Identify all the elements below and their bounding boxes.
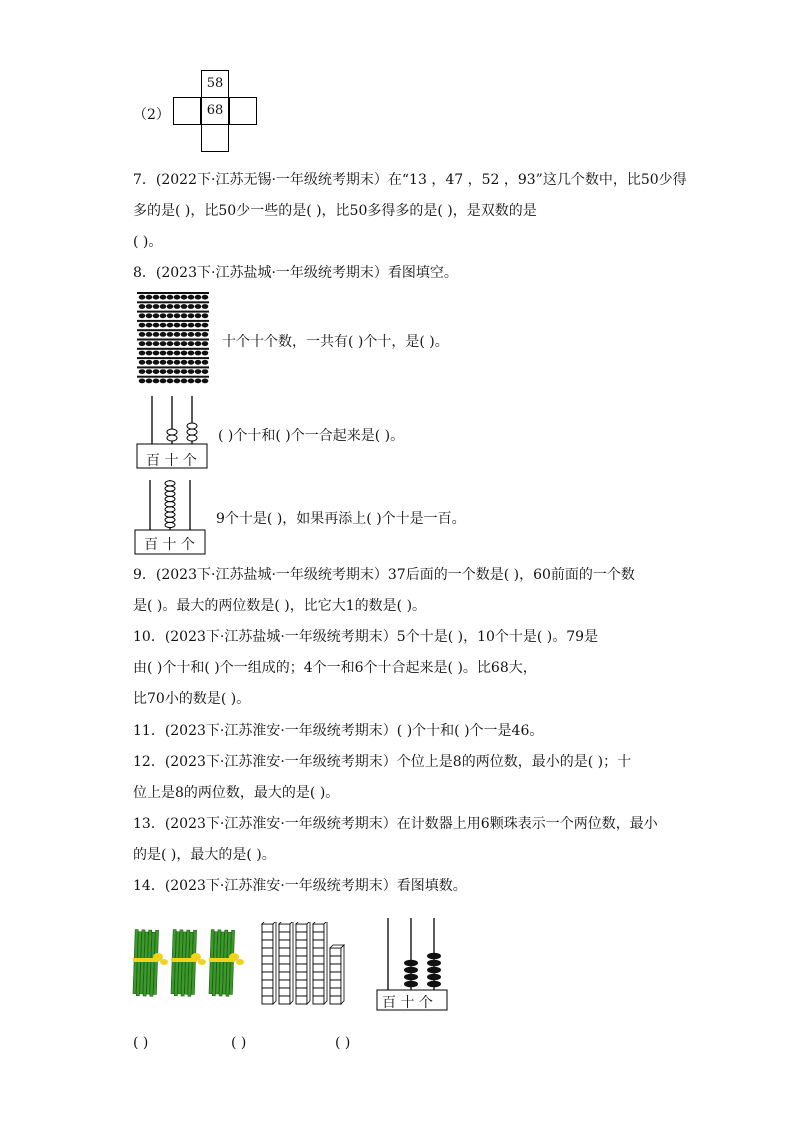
- abacus-2-label: 百 十 个: [144, 537, 195, 553]
- q10-line2: 由( )个十和( )个一组成的；4个一和6个十合起来是( )。比68大，: [133, 660, 537, 676]
- q14-answer-2: ( ): [231, 1035, 247, 1051]
- q12-line2: 位上是8的两位数，最大的是( )。: [133, 785, 340, 801]
- abacus-1-label: 百 十 个: [146, 453, 197, 469]
- cross-top-cell: 58: [201, 70, 229, 98]
- q14-answer-1: ( ): [133, 1035, 149, 1051]
- bead-stacks-figure: [135, 290, 215, 386]
- q9-line1: 9．(2023下·江苏盐城·一年级统考期末）37后面的一个数是( )，60前面的一个数: [133, 567, 635, 583]
- q8-row3-text: 9个十是( )，如果再添上( )个十是一百。: [216, 511, 466, 527]
- q14-header: 14．(2023下·江苏淮安·一年级统考期末）看图填数。: [133, 878, 467, 894]
- abacus-3-label: 百 十 个: [382, 995, 433, 1011]
- q10-line3: 比70小的数是( )。: [133, 691, 251, 707]
- stick-bundles-figure: [130, 924, 245, 1002]
- cross-right-cell: [229, 97, 257, 125]
- q13-line1: 13．(2023下·江苏淮安·一年级统考期末）在计数器上用6颗珠表示一个两位数，最小: [133, 816, 658, 832]
- cross-left-cell: [173, 97, 201, 125]
- q8-row2-text: ( )个十和( )个一合起来是( )。: [218, 428, 405, 444]
- q8-header: 8．(2023下·江苏盐城·一年级统考期末）看图填空。: [133, 265, 458, 281]
- q12-line1: 12．(2023下·江苏淮安·一年级统考期末）个位上是8的两位数，最小的是( )；十: [133, 754, 632, 770]
- q7-line2: 多的是( )，比50少一些的是( )，比50多得多的是( )，是双数的是: [133, 203, 537, 219]
- q11-line1: 11．(2023下·江苏淮安·一年级统考期末）( )个十和( )个一是46。: [133, 723, 544, 739]
- q7-line3: ( )。: [133, 234, 163, 250]
- q7-line1: 7．(2022下·江苏无锡·一年级统考期末）在“13 ，47 ，52 ，93”这几个数中，比50少得: [133, 172, 687, 188]
- q6-part2-label: （2）: [133, 107, 170, 123]
- q13-line2: 的是( )，最大的是( )。: [133, 847, 276, 863]
- cross-center-cell: 68: [201, 97, 229, 125]
- q8-row1-text: 十个十个数，一共有( )个十，是( )。: [222, 334, 449, 350]
- ten-rods-figure: [258, 922, 354, 1006]
- q9-line2: 是( )。最大的两位数是( )，比它大1的数是( )。: [133, 598, 427, 614]
- cross-bottom-cell: [201, 124, 229, 152]
- q14-answer-3: ( ): [335, 1035, 351, 1051]
- q10-line1: 10．(2023下·江苏盐城·一年级统考期末）5个十是( )，10个十是( )。79是: [133, 629, 599, 645]
